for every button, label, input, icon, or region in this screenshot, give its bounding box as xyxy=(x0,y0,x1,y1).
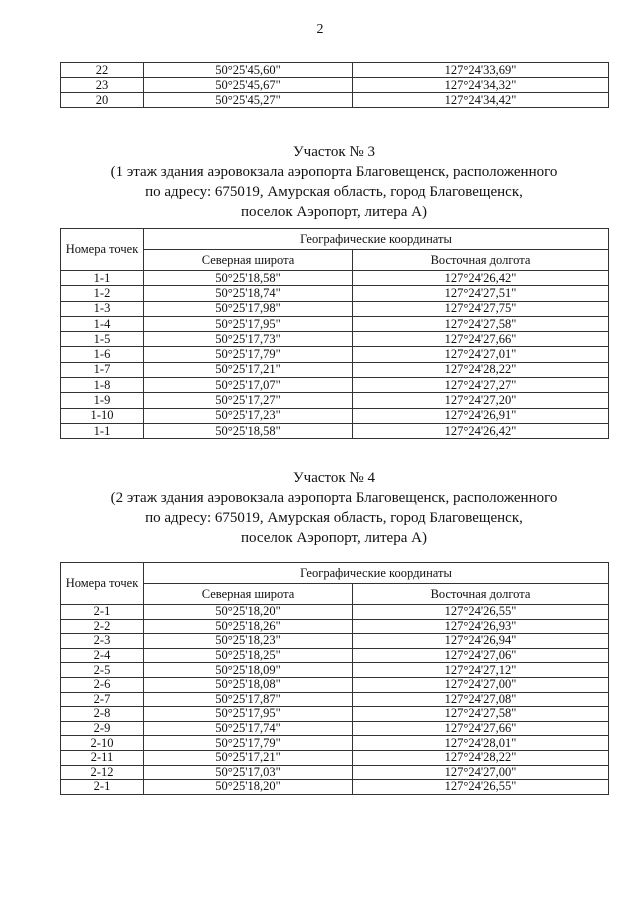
latitude: 50°25'17,74" xyxy=(144,721,353,736)
table-row xyxy=(61,286,609,301)
point-number: 1-6 xyxy=(61,347,144,362)
latitude: 50°25'17,73" xyxy=(144,332,353,347)
point-number: 2-2 xyxy=(61,619,144,634)
point-number: 1-3 xyxy=(61,301,144,316)
section3-coordinates-table xyxy=(60,228,609,439)
table-row xyxy=(61,63,609,78)
table-row xyxy=(61,271,609,286)
header-points: Номера точек xyxy=(61,563,144,605)
table-row xyxy=(61,408,609,423)
top-coordinates-table xyxy=(60,62,609,108)
point-number: 2-9 xyxy=(61,721,144,736)
section3-title: Участок № 3 xyxy=(293,144,375,160)
table-row xyxy=(61,362,609,377)
longitude: 127°24'26,55" xyxy=(353,605,609,620)
point-number: 22 xyxy=(61,63,144,78)
table-row xyxy=(61,692,609,707)
section3-line-3: поселок Аэропорт, литера А) xyxy=(241,204,427,220)
section3-heading xyxy=(60,142,608,222)
point-number: 1-1 xyxy=(61,423,144,438)
table-row xyxy=(61,605,609,620)
latitude: 50°25'17,21" xyxy=(144,750,353,765)
latitude: 50°25'18,09" xyxy=(144,663,353,678)
longitude: 127°24'34,42" xyxy=(353,93,609,108)
longitude: 127°24'27,27" xyxy=(353,378,609,393)
longitude: 127°24'26,93" xyxy=(353,619,609,634)
latitude: 50°25'17,23" xyxy=(144,408,353,423)
header-coords: Географические координаты xyxy=(144,229,609,250)
table-row xyxy=(61,78,609,93)
longitude: 127°24'27,01" xyxy=(353,347,609,362)
table-row xyxy=(61,619,609,634)
table-row xyxy=(61,677,609,692)
latitude: 50°25'17,79" xyxy=(144,347,353,362)
point-number: 1-9 xyxy=(61,393,144,408)
point-number: 2-10 xyxy=(61,736,144,751)
longitude: 127°24'27,58" xyxy=(353,707,609,722)
point-number: 1-5 xyxy=(61,332,144,347)
latitude: 50°25'18,25" xyxy=(144,648,353,663)
point-number: 2-1 xyxy=(61,780,144,795)
longitude: 127°24'26,91" xyxy=(353,408,609,423)
point-number: 2-6 xyxy=(61,677,144,692)
point-number: 1-7 xyxy=(61,362,144,377)
point-number: 2-1 xyxy=(61,605,144,620)
table-row xyxy=(61,648,609,663)
latitude: 50°25'45,27" xyxy=(144,93,353,108)
latitude: 50°25'17,21" xyxy=(144,362,353,377)
latitude: 50°25'17,87" xyxy=(144,692,353,707)
longitude: 127°24'27,51" xyxy=(353,286,609,301)
latitude: 50°25'18,20" xyxy=(144,605,353,620)
section3-line-1: (1 этаж здания аэровокзала аэропорта Благовещенск, расположенного xyxy=(110,164,558,180)
latitude: 50°25'18,58" xyxy=(144,271,353,286)
latitude: 50°25'45,67" xyxy=(144,78,353,93)
section4-line-3: поселок Аэропорт, литера А) xyxy=(241,530,427,546)
latitude: 50°25'18,26" xyxy=(144,619,353,634)
latitude: 50°25'17,03" xyxy=(144,765,353,780)
latitude: 50°25'18,08" xyxy=(144,677,353,692)
latitude: 50°25'18,58" xyxy=(144,423,353,438)
latitude: 50°25'45,60" xyxy=(144,63,353,78)
longitude: 127°24'27,75" xyxy=(353,301,609,316)
longitude: 127°24'27,58" xyxy=(353,316,609,331)
longitude: 127°24'28,01" xyxy=(353,736,609,751)
table-row xyxy=(61,423,609,438)
table-row xyxy=(61,663,609,678)
latitude: 50°25'17,95" xyxy=(144,707,353,722)
longitude: 127°24'28,22" xyxy=(353,750,609,765)
table-row xyxy=(61,93,609,108)
latitude: 50°25'17,79" xyxy=(144,736,353,751)
section4-line-1: (2 этаж здания аэровокзала аэропорта Благовещенск, расположенного xyxy=(110,490,558,506)
longitude: 127°24'33,69" xyxy=(353,63,609,78)
longitude: 127°24'34,32" xyxy=(353,78,609,93)
longitude: 127°24'26,55" xyxy=(353,780,609,795)
latitude: 50°25'18,74" xyxy=(144,286,353,301)
point-number: 2-11 xyxy=(61,750,144,765)
table-row xyxy=(61,736,609,751)
table-row xyxy=(61,765,609,780)
section4-heading xyxy=(60,468,608,548)
point-number: 1-8 xyxy=(61,378,144,393)
longitude: 127°24'27,00" xyxy=(353,765,609,780)
header-lon: Восточная долгота xyxy=(353,250,609,271)
point-number: 2-7 xyxy=(61,692,144,707)
section4-coordinates-table xyxy=(60,562,609,795)
longitude: 127°24'27,20" xyxy=(353,393,609,408)
table-row xyxy=(61,378,609,393)
section4-line-2: по адресу: 675019, Амурская область, город Благовещенск, xyxy=(145,510,523,526)
point-number: 2-12 xyxy=(61,765,144,780)
point-number: 2-5 xyxy=(61,663,144,678)
page-number: 2 xyxy=(316,22,324,37)
table-row xyxy=(61,721,609,736)
header-lat: Северная широта xyxy=(144,584,353,605)
header-coords: Географические координаты xyxy=(144,563,609,584)
point-number: 1-2 xyxy=(61,286,144,301)
longitude: 127°24'27,12" xyxy=(353,663,609,678)
latitude: 50°25'18,20" xyxy=(144,780,353,795)
longitude: 127°24'27,66" xyxy=(353,332,609,347)
point-number: 1-4 xyxy=(61,316,144,331)
table-row xyxy=(61,780,609,795)
section4-title: Участок № 4 xyxy=(293,470,375,486)
longitude: 127°24'27,00" xyxy=(353,677,609,692)
point-number: 2-4 xyxy=(61,648,144,663)
point-number: 20 xyxy=(61,93,144,108)
point-number: 1-10 xyxy=(61,408,144,423)
header-lat: Северная широта xyxy=(144,250,353,271)
latitude: 50°25'17,98" xyxy=(144,301,353,316)
point-number: 23 xyxy=(61,78,144,93)
longitude: 127°24'27,08" xyxy=(353,692,609,707)
table-row xyxy=(61,393,609,408)
section3-line-2: по адресу: 675019, Амурская область, город Благовещенск, xyxy=(145,184,523,200)
table-row xyxy=(61,750,609,765)
latitude: 50°25'17,27" xyxy=(144,393,353,408)
point-number: 2-3 xyxy=(61,634,144,649)
longitude: 127°24'28,22" xyxy=(353,362,609,377)
longitude: 127°24'26,42" xyxy=(353,423,609,438)
longitude: 127°24'26,94" xyxy=(353,634,609,649)
table-row xyxy=(61,301,609,316)
latitude: 50°25'18,23" xyxy=(144,634,353,649)
table-row xyxy=(61,316,609,331)
header-lon: Восточная долгота xyxy=(353,584,609,605)
table-row xyxy=(61,332,609,347)
header-points: Номера точек xyxy=(61,229,144,271)
latitude: 50°25'17,07" xyxy=(144,378,353,393)
latitude: 50°25'17,95" xyxy=(144,316,353,331)
point-number: 2-8 xyxy=(61,707,144,722)
longitude: 127°24'26,42" xyxy=(353,271,609,286)
table-row xyxy=(61,634,609,649)
longitude: 127°24'27,66" xyxy=(353,721,609,736)
longitude: 127°24'27,06" xyxy=(353,648,609,663)
table-row xyxy=(61,347,609,362)
point-number: 1-1 xyxy=(61,271,144,286)
table-row xyxy=(61,707,609,722)
